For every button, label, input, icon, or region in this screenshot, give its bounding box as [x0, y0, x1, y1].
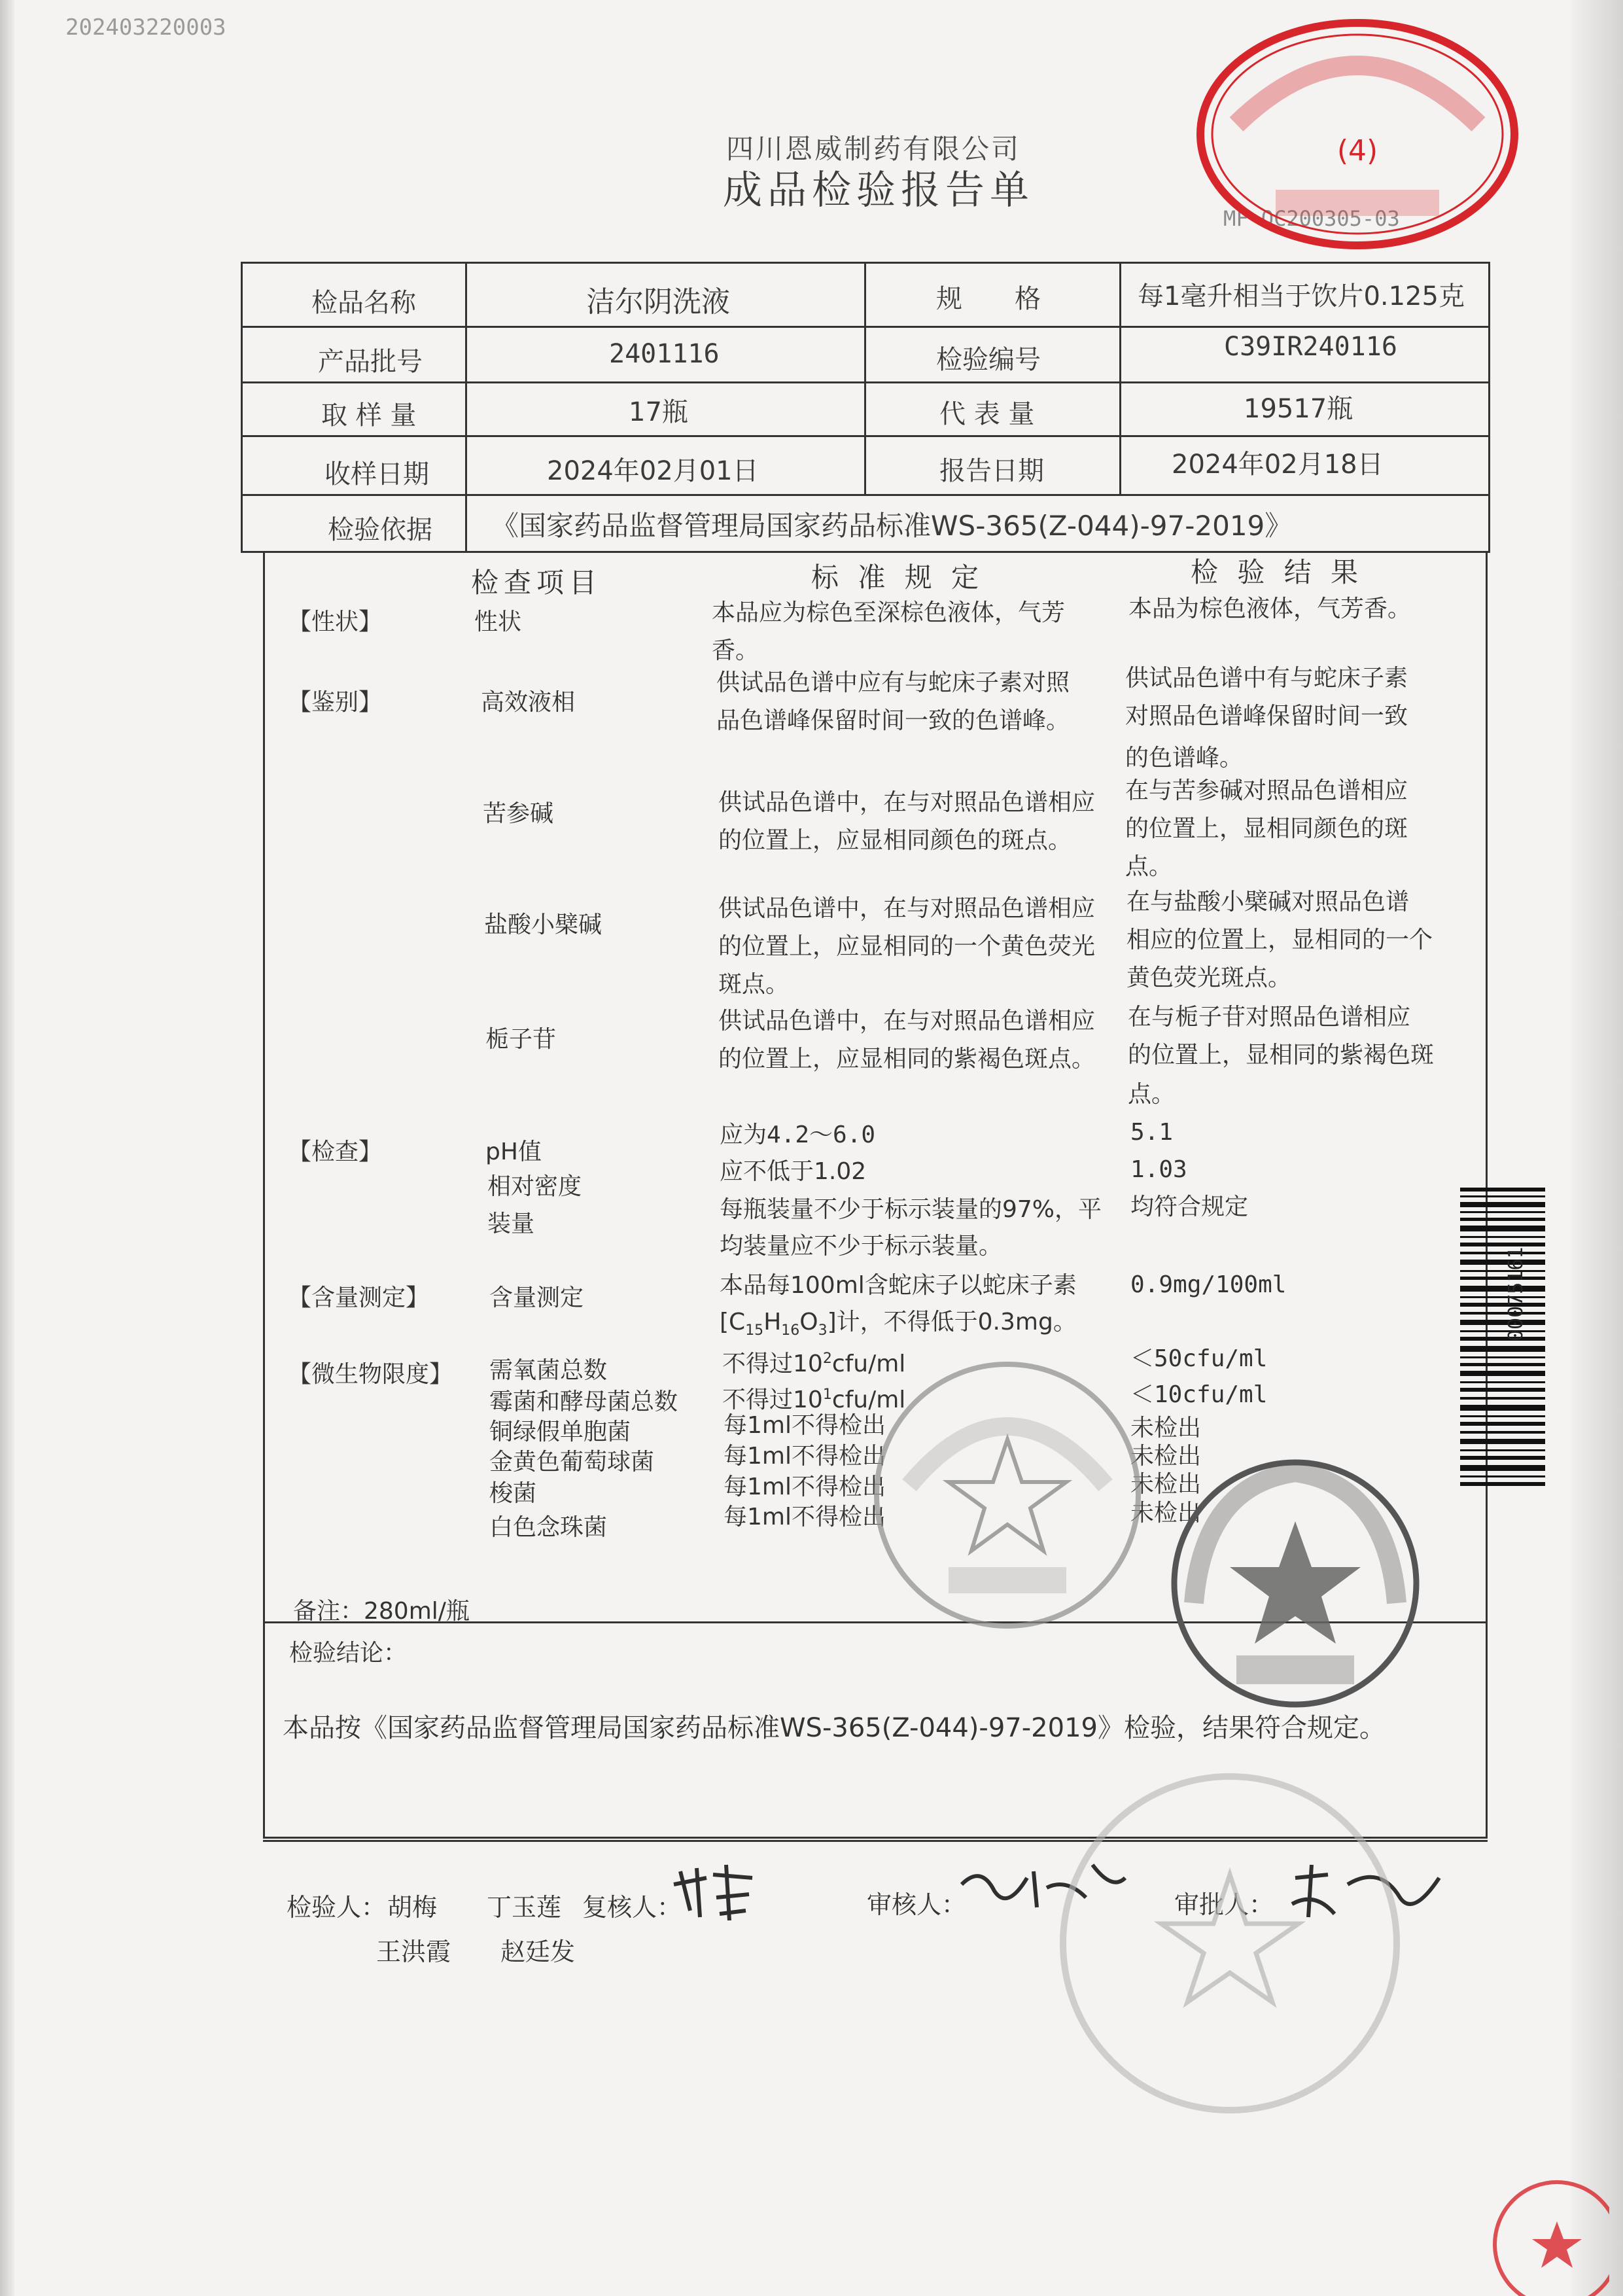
std-staphylococcus: 每1ml不得检出	[724, 1443, 886, 1470]
std-ph: 应为4.2～6.0	[720, 1122, 876, 1148]
section-jianbie: 【鉴别】	[288, 689, 383, 716]
res-ph: 5.1	[1130, 1119, 1174, 1146]
std-line: 香。	[712, 637, 759, 664]
item-assay: 含量测定	[489, 1284, 584, 1311]
std-clostridium: 每1ml不得检出	[724, 1474, 886, 1500]
remark: 备注：280ml/瓶	[293, 1598, 470, 1625]
formula-part: ]计，不得低于0.3mg。	[827, 1309, 1077, 1335]
testno-label: 检验编号	[936, 345, 1041, 375]
report-date-label: 报告日期	[939, 456, 1044, 486]
item-ph: pH值	[485, 1139, 542, 1165]
res-yeast-mold: ＜10cfu/ml	[1130, 1381, 1268, 1408]
page-id: 202403220003	[65, 14, 226, 41]
res-line: 相应的位置上，显相同的一个	[1126, 927, 1433, 953]
rep-value: 19517瓶	[1244, 394, 1353, 424]
res-line: 供试品色谱中有与蛇床子素	[1125, 665, 1408, 692]
svg-text:(4): (4)	[1336, 134, 1378, 168]
std-sup: 2	[822, 1351, 832, 1367]
formula-part: O	[799, 1309, 818, 1335]
section-weishengwu: 【微生物限度】	[288, 1361, 453, 1388]
item-xingzhuang: 性状	[474, 609, 522, 635]
scan-left-edge	[0, 0, 14, 2296]
std-candida: 每1ml不得检出	[724, 1504, 886, 1530]
rep-label: 代 表 量	[939, 399, 1035, 429]
reviewer-signature	[667, 1858, 759, 1930]
res-line: 点。	[1125, 853, 1173, 880]
conclusion-label: 检验结论：	[289, 1640, 408, 1667]
section-xingzhuang: 【性状】	[288, 609, 383, 635]
spec-value: 每1毫升相当于饮片0.125克	[1138, 281, 1465, 311]
res-assay: 0.9mg/100ml	[1130, 1271, 1287, 1298]
std-line: 的位置上，应显相同颜色的斑点。	[718, 827, 1072, 854]
formula-part: H	[763, 1309, 782, 1335]
faint-company-stamp	[1047, 1760, 1413, 2127]
std-pseudomonas: 每1ml不得检出	[724, 1412, 886, 1439]
col-header-item: 检查项目	[471, 567, 602, 599]
res-fill-volume: 均符合规定	[1130, 1193, 1249, 1220]
std-assay-line1: 本品每100ml含蛇床子以蛇床子素	[720, 1272, 1077, 1299]
item-aerobic: 需氧菌总数	[489, 1357, 608, 1384]
conclusion-text: 本品按《国家药品监督管理局国家药品标准WS-365(Z-044)-97-2019》检验，结果符合规定。	[283, 1713, 1386, 1743]
spec-label: 规 格	[936, 284, 1041, 314]
reviewer-label: 复核人：	[582, 1893, 682, 1922]
inspector-label: 检验人：	[287, 1893, 387, 1922]
scan-right-edge	[1571, 0, 1623, 2296]
header-col-divider	[1119, 264, 1121, 494]
section-jiancha: 【检查】	[288, 1139, 383, 1165]
col-header-standard: 标 准 规 定	[811, 561, 985, 593]
res-line: 本品为棕色液体，气芳香。	[1128, 595, 1412, 622]
res-line: 在与盐酸小檗碱对照品色谱	[1126, 889, 1410, 915]
item-fill-volume: 装量	[487, 1210, 535, 1237]
name-label: 检品名称	[311, 288, 416, 318]
testno-value: C39IR240116	[1224, 332, 1397, 362]
res-staphylococcus: 未检出	[1130, 1443, 1202, 1470]
item-yeast-mold: 霉菌和酵母菌总数	[489, 1388, 678, 1415]
item-berberine: 盐酸小檗碱	[484, 911, 602, 938]
std-line: 的位置上，应显相同的一个黄色荧光	[718, 933, 1096, 960]
res-line: 黄色荧光斑点。	[1126, 964, 1292, 991]
res-line: 点。	[1128, 1081, 1176, 1108]
report-date-value: 2024年02月18日	[1172, 450, 1384, 480]
header-row-divider	[243, 494, 1488, 496]
inspectors-line1: 胡梅 丁玉莲	[387, 1893, 562, 1922]
res-line: 在与苦参碱对照品色谱相应	[1125, 777, 1408, 804]
res-candida: 未检出	[1130, 1500, 1202, 1527]
res-pseudomonas: 未检出	[1130, 1415, 1202, 1441]
res-clostridium: 未检出	[1130, 1471, 1202, 1498]
std-part: 不得过10	[722, 1386, 823, 1413]
auditor-label: 审核人：	[867, 1890, 967, 1919]
std-line: 每瓶装量不少于标示装量的97%，平	[720, 1196, 1102, 1223]
std-part: cfu/ml	[831, 1351, 906, 1377]
res-line: 的位置上，显相同的紫褐色斑	[1128, 1042, 1435, 1069]
res-line: 的位置上，显相同颜色的斑	[1125, 815, 1408, 842]
enwei-inspection-stamp	[1164, 1453, 1426, 1714]
res-line: 的色谱峰。	[1125, 745, 1244, 771]
item-pseudomonas: 铜绿假单胞菌	[489, 1419, 631, 1445]
approver-label: 审批人：	[1174, 1890, 1274, 1919]
basis-label: 检验依据	[328, 515, 432, 545]
std-line: 斑点。	[718, 971, 790, 998]
basis-value: 《国家药品监督管理局国家药品标准WS-365(Z-044)-97-2019》	[491, 510, 1293, 542]
barcode-number: 00075161	[1505, 1246, 1527, 1341]
sample-value: 17瓶	[629, 397, 688, 427]
report-title: 成品检验报告单	[723, 168, 1034, 213]
formula-sub: 16	[781, 1322, 800, 1339]
name-value: 洁尔阴洗液	[586, 285, 730, 319]
header-col-divider	[465, 264, 467, 553]
sample-label: 取 样 量	[321, 400, 417, 431]
header-table	[241, 262, 1490, 553]
std-line: 均装量应不少于标示装量。	[720, 1233, 1003, 1260]
item-density: 相对密度	[487, 1173, 582, 1200]
std-sup: 1	[822, 1386, 832, 1403]
batch-value: 2401116	[609, 339, 720, 369]
std-part: 不得过10	[722, 1351, 823, 1377]
batch-label: 产品批号	[318, 347, 423, 377]
res-aerobic: ＜50cfu/ml	[1130, 1345, 1268, 1372]
company-name: 四川恩威制药有限公司	[726, 133, 1021, 165]
pharma-qc-stamp	[870, 1341, 1145, 1649]
recv-label: 收样日期	[324, 459, 429, 489]
item-staphylococcus: 金黄色葡萄球菌	[489, 1449, 655, 1475]
logistics-copy-stamp	[1191, 13, 1524, 255]
std-line: 供试品色谱中，在与对照品色谱相应	[718, 789, 1096, 816]
barcode	[1460, 1188, 1565, 1515]
item-candida: 白色念珠菌	[489, 1514, 608, 1541]
res-line: 对照品色谱峰保留时间一致	[1125, 703, 1408, 730]
inspectors-line2: 王洪霞 赵廷发	[376, 1937, 576, 1966]
col-header-result: 检 验 结 果	[1191, 556, 1364, 588]
std-density: 应不低于1.02	[720, 1158, 867, 1185]
formula-part: [C	[720, 1309, 746, 1335]
std-line: 本品应为棕色至深棕色液体，气芳	[712, 599, 1066, 626]
item-clostridium: 梭菌	[489, 1480, 537, 1507]
section-hanliang: 【含量测定】	[288, 1284, 430, 1311]
item-kushenjian: 苦参碱	[483, 800, 554, 827]
header-col-divider	[864, 264, 866, 494]
item-hplc: 高效液相	[481, 689, 576, 716]
std-line: 供试品色谱中，在与对照品色谱相应	[718, 895, 1096, 922]
std-line: 品色谱峰保留时间一致的色谱峰。	[716, 707, 1070, 734]
formula-sub: 15	[745, 1322, 764, 1339]
formula-sub: 3	[818, 1322, 828, 1339]
std-line: 供试品色谱中，在与对照品色谱相应	[718, 1008, 1096, 1034]
recv-value: 2024年02月01日	[547, 456, 759, 486]
item-geniposide: 栀子苷	[485, 1026, 557, 1053]
res-line: 在与栀子苷对照品色谱相应	[1128, 1004, 1411, 1031]
std-line: 供试品色谱中应有与蛇床子素对照	[716, 669, 1070, 696]
res-density: 1.03	[1130, 1156, 1187, 1183]
corner-red-stamp	[1478, 2172, 1609, 2296]
form-code: MF-QC200305-03	[1223, 206, 1400, 231]
std-part: cfu/ml	[831, 1386, 906, 1413]
std-line: 的位置上，应显相同的紫褐色斑点。	[718, 1046, 1096, 1072]
